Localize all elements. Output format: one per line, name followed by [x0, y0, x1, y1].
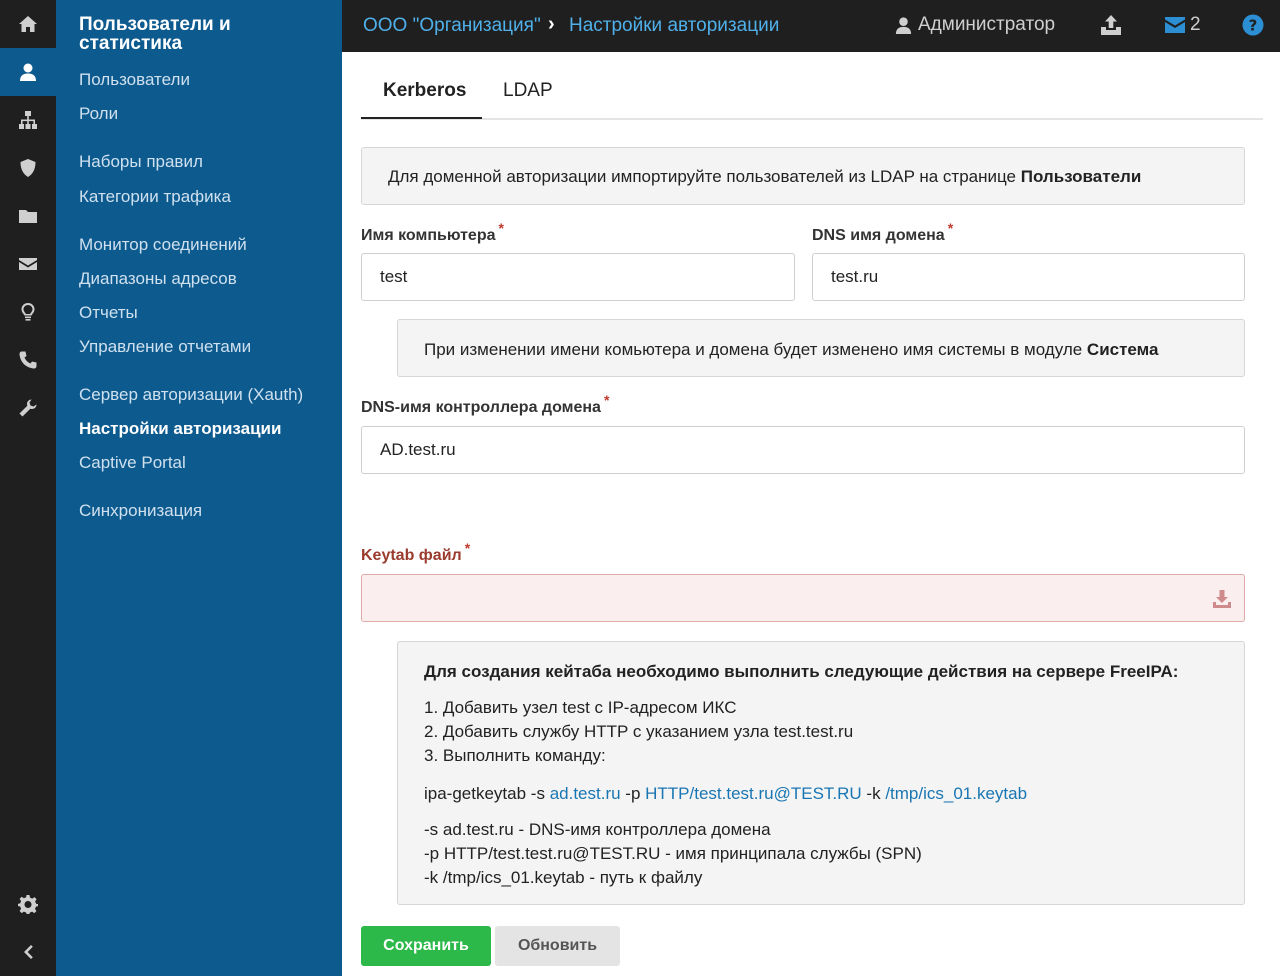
rail-tools[interactable] — [0, 384, 56, 432]
sitemap-icon — [18, 110, 38, 130]
rail-users[interactable] — [0, 48, 56, 96]
tab-bar — [361, 52, 1263, 120]
required-mark: * — [498, 220, 504, 236]
required-mark: * — [947, 220, 954, 236]
rail-files[interactable] — [0, 192, 56, 240]
help-command: ipa-getkeytab -s ad.test.ru -p HTTP/test.test.ru@TEST.RU -k /tmp/ics_01.keytab — [424, 784, 1028, 803]
sidebar-item-roles[interactable]: Роли — [79, 104, 119, 123]
user-name: Администратор — [918, 14, 1056, 35]
rail-mail[interactable] — [0, 240, 56, 288]
help-title: Для создания кейтаба необходимо выполнить следующие действия на сервере FreeIPA: — [424, 662, 1179, 681]
envelope-icon — [18, 254, 38, 274]
sidebar-item-address-ranges[interactable]: Диапазоны адресов — [79, 269, 237, 288]
gear-icon — [18, 894, 38, 914]
dc-input[interactable] — [361, 426, 1245, 474]
rail-telephony[interactable] — [0, 336, 56, 384]
sidebar-item-captive-portal[interactable]: Captive Portal — [79, 453, 186, 472]
breadcrumb-separator: › — [548, 13, 555, 35]
computer-name-label: Имя компьютера * — [361, 220, 504, 244]
rename-info-text: При изменении имени комьютера и домена будет изменено имя системы в модуле Система — [424, 340, 1159, 359]
required-mark: * — [603, 392, 610, 408]
messages-button[interactable] — [1164, 14, 1201, 36]
breadcrumb-current-page[interactable]: Настройки авторизации — [569, 15, 780, 36]
help-icon — [1242, 14, 1264, 36]
help-button[interactable] — [1242, 14, 1264, 41]
rail-network[interactable] — [0, 96, 56, 144]
sidebar-item-xauth[interactable]: Сервер авторизации (Xauth) — [79, 385, 304, 404]
svg-text:?: ? — [1248, 16, 1258, 35]
rail-security[interactable] — [0, 144, 56, 192]
active-tab-indicator — [361, 117, 482, 119]
refresh-button[interactable]: Обновить — [495, 926, 620, 966]
upload-button[interactable] — [1100, 14, 1122, 41]
dc-label: DNS-имя контроллера домена * — [361, 392, 610, 416]
user-menu[interactable] — [894, 14, 1055, 36]
keytab-label: Keytab файл * — [361, 540, 471, 564]
computer-name-input[interactable] — [361, 253, 795, 301]
tab-kerberos[interactable]: Kerberos — [383, 80, 467, 101]
sidebar — [56, 0, 342, 976]
user-icon — [894, 16, 913, 35]
import-info-text: Для доменной авторизации импортируйте пользователей из LDAP на странице Пользователи — [388, 167, 1142, 186]
keytab-help-box — [397, 641, 1245, 905]
breadcrumb-org[interactable]: ООО "Организация" — [363, 15, 541, 36]
command-dc-link: ad.test.ru — [549, 784, 621, 803]
lightbulb-icon — [18, 302, 38, 322]
required-mark: * — [464, 540, 471, 556]
main-content — [342, 52, 1280, 976]
import-info-box — [361, 147, 1245, 205]
sidebar-item-rulesets[interactable]: Наборы правил — [79, 152, 203, 171]
rail-ideas[interactable] — [0, 288, 56, 336]
save-button[interactable]: Сохранить — [361, 926, 491, 966]
help-note-s: -s ad.test.ru - DNS-имя контроллера домена — [424, 820, 771, 839]
help-note-p: -p HTTP/test.test.ru@TEST.RU - имя принципала службы (SPN) — [424, 844, 922, 863]
sidebar-item-sync[interactable]: Синхронизация — [79, 501, 203, 520]
sidebar-item-auth-settings[interactable]: Настройки авторизации — [79, 419, 282, 438]
sidebar-item-connection-monitor[interactable]: Монитор соединений — [79, 235, 247, 254]
help-step-3: 3. Выполнить команду: — [424, 746, 606, 765]
sidebar-item-reports[interactable]: Отчеты — [79, 303, 138, 322]
home-icon — [18, 14, 38, 34]
upload-icon — [1100, 14, 1122, 36]
help-step-2: 2. Добавить службу HTTP с указанием узла test.test.ru — [424, 722, 854, 741]
sidebar-item-report-management[interactable]: Управление отчетами — [79, 337, 252, 356]
rename-info-box — [397, 319, 1245, 377]
import-info-link: Пользователи — [1020, 167, 1142, 186]
envelope-icon — [1164, 16, 1186, 34]
sidebar-title: Пользователи и статистика — [79, 14, 231, 54]
wrench-icon — [18, 398, 38, 418]
icon-rail — [0, 0, 56, 976]
download-icon[interactable] — [1212, 589, 1232, 609]
chevron-left-icon — [18, 942, 38, 962]
sidebar-item-traffic-categories[interactable]: Категории трафика — [79, 187, 231, 206]
help-note-k: -k /tmp/ics_01.keytab - путь к файлу — [424, 868, 703, 887]
user-icon — [18, 62, 38, 82]
phone-icon — [18, 350, 38, 370]
folder-icon — [18, 206, 38, 226]
rail-home[interactable] — [0, 0, 56, 48]
sidebar-item-users[interactable]: Пользователи — [79, 70, 190, 89]
rail-settings[interactable] — [0, 880, 56, 928]
command-spn-link: HTTP/test.test.ru@TEST.RU — [645, 784, 862, 803]
dns-domain-input[interactable] — [812, 253, 1245, 301]
dns-domain-label: DNS имя домена * — [812, 220, 954, 244]
tab-ldap[interactable]: LDAP — [503, 80, 553, 101]
top-bar — [342, 0, 1280, 52]
command-keytab-path-link: /tmp/ics_01.keytab — [885, 784, 1028, 803]
shield-icon — [18, 158, 38, 178]
help-step-1: 1. Добавить узел test с IP-адресом ИКС — [424, 698, 737, 717]
keytab-file-input[interactable] — [361, 574, 1245, 622]
messages-count: 2 — [1190, 14, 1201, 35]
rail-collapse[interactable] — [0, 928, 56, 976]
